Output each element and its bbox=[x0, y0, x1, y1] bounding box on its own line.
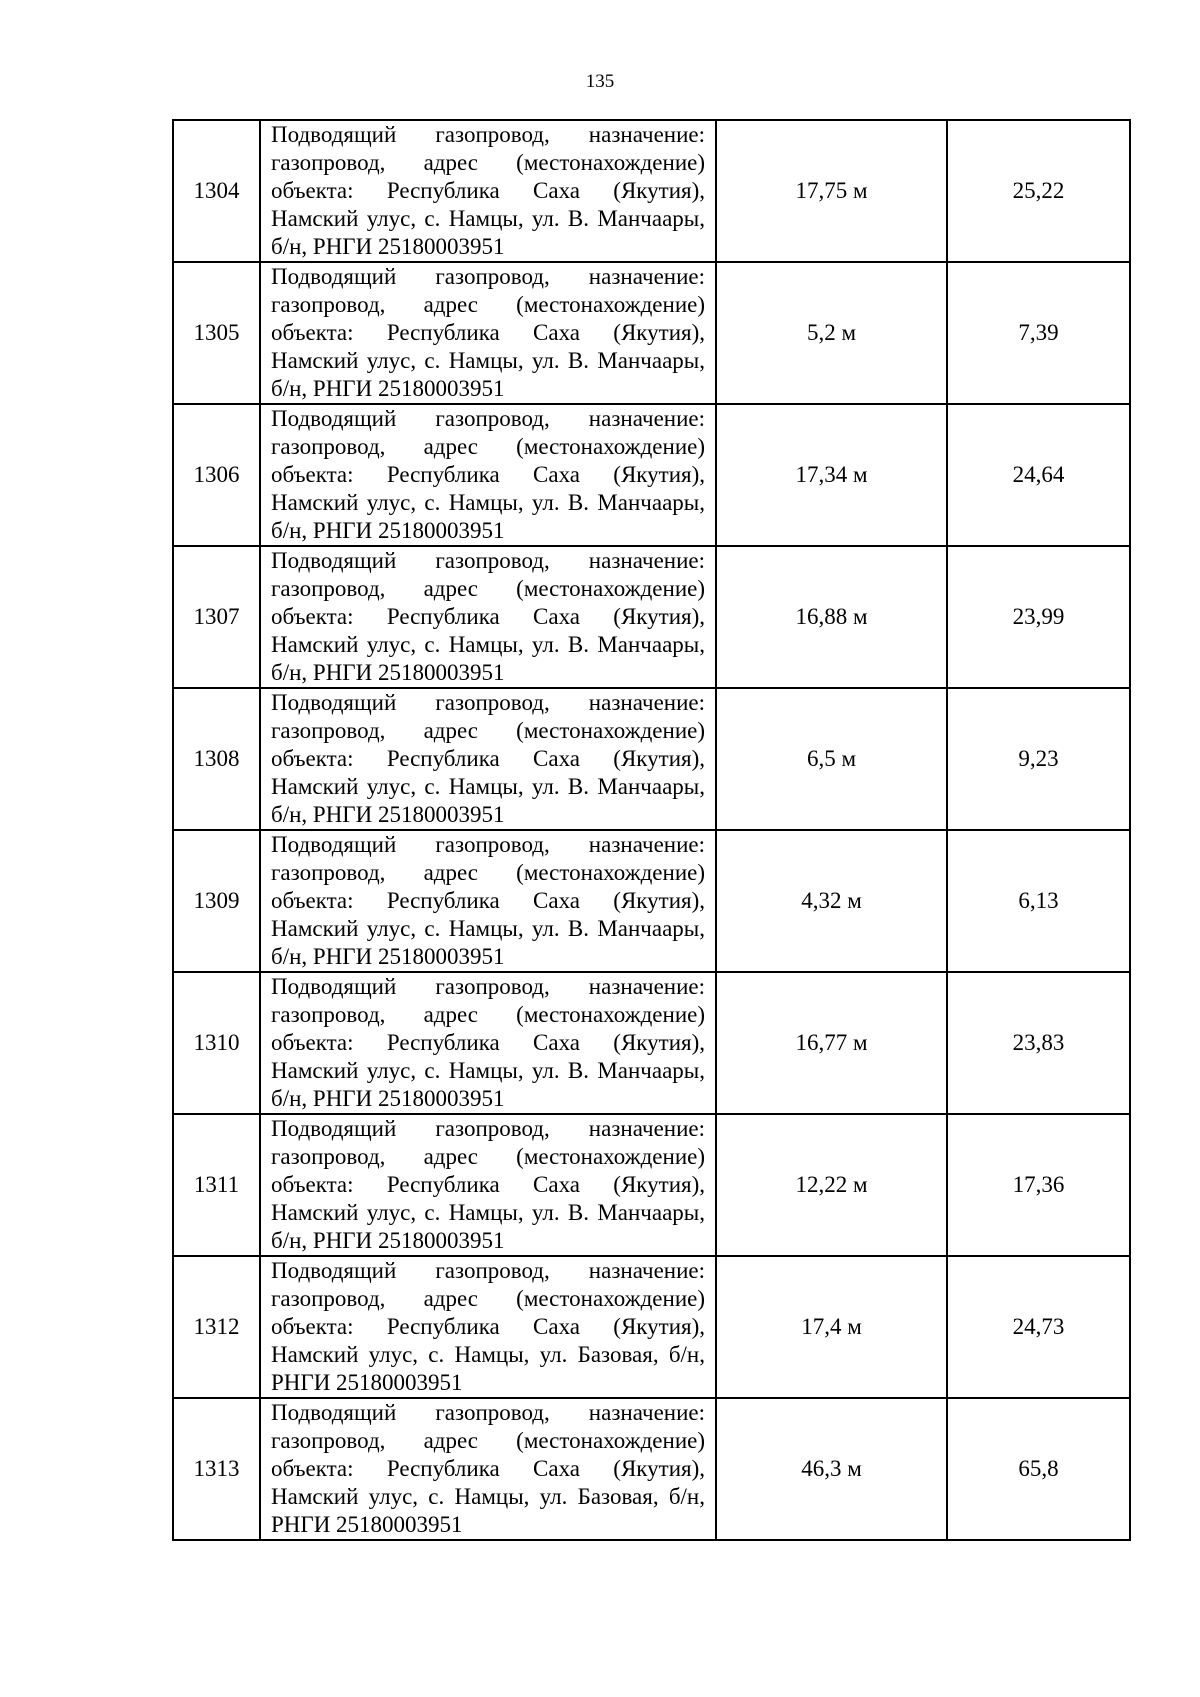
table-row bbox=[173, 546, 1130, 688]
description-text: Подводящий газопровод, назначение: газопровод, адрес (местонахождение) объекта: Республика Саха (Якутия), Намский улус, с. Намцы, ул. В. Манчаары, б/н, РНГИ 25180003951 bbox=[271, 264, 705, 401]
length-cell: 16,88 м bbox=[716, 546, 947, 688]
row-number-cell: 1304 bbox=[173, 120, 260, 262]
row-number-cell: 1308 bbox=[173, 688, 260, 830]
description-text: Подводящий газопровод, назначение: газопровод, адрес (местонахождение) объекта: Республика Саха (Якутия), Намский улус, с. Намцы, ул. В. Манчаары, б/н, РНГИ 25180003951 bbox=[271, 406, 705, 543]
row-number-cell: 1306 bbox=[173, 404, 260, 546]
value-cell: 17,36 bbox=[947, 1114, 1130, 1256]
description-cell bbox=[260, 972, 716, 1114]
table-row bbox=[173, 1114, 1130, 1256]
description-text: Подводящий газопровод, назначение: газопровод, адрес (местонахождение) объекта: Республика Саха (Якутия), Намский улус, с. Намцы, ул. Базовая, б/н, РНГИ 25180003951 bbox=[271, 1400, 705, 1537]
description-text: Подводящий газопровод, назначение: газопровод, адрес (местонахождение) объекта: Республика Саха (Якутия), Намский улус, с. Намцы, ул. В. Манчаары, б/н, РНГИ 25180003951 bbox=[271, 832, 705, 969]
description-text: Подводящий газопровод, назначение: газопровод, адрес (местонахождение) объекта: Республика Саха (Якутия), Намский улус, с. Намцы, ул. В. Манчаары, б/н, РНГИ 25180003951 bbox=[271, 122, 705, 259]
length-cell: 17,4 м bbox=[716, 1256, 947, 1398]
table-row bbox=[173, 120, 1130, 262]
value-cell: 23,83 bbox=[947, 972, 1130, 1114]
length-cell: 16,77 м bbox=[716, 972, 947, 1114]
table-row bbox=[173, 830, 1130, 972]
description-text: Подводящий газопровод, назначение: газопровод, адрес (местонахождение) объекта: Республика Саха (Якутия), Намский улус, с. Намцы, ул. В. Манчаары, б/н, РНГИ 25180003951 bbox=[271, 974, 705, 1111]
description-cell bbox=[260, 262, 716, 404]
table-row bbox=[173, 262, 1130, 404]
description-cell bbox=[260, 1398, 716, 1540]
row-number-cell: 1310 bbox=[173, 972, 260, 1114]
length-cell: 46,3 м bbox=[716, 1398, 947, 1540]
length-cell: 4,32 м bbox=[716, 830, 947, 972]
table-row bbox=[173, 1256, 1130, 1398]
description-text: Подводящий газопровод, назначение: газопровод, адрес (местонахождение) объекта: Республика Саха (Якутия), Намский улус, с. Намцы, ул. В. Манчаары, б/н, РНГИ 25180003951 bbox=[271, 690, 705, 827]
length-cell: 12,22 м bbox=[716, 1114, 947, 1256]
description-cell bbox=[260, 404, 716, 546]
property-table bbox=[172, 119, 1131, 1541]
row-number-cell: 1305 bbox=[173, 262, 260, 404]
length-cell: 6,5 м bbox=[716, 688, 947, 830]
length-cell: 17,34 м bbox=[716, 404, 947, 546]
table-row bbox=[173, 688, 1130, 830]
row-number-cell: 1307 bbox=[173, 546, 260, 688]
length-cell: 5,2 м bbox=[716, 262, 947, 404]
description-cell bbox=[260, 120, 716, 262]
length-cell: 17,75 м bbox=[716, 120, 947, 262]
row-number-cell: 1312 bbox=[173, 1256, 260, 1398]
value-cell: 25,22 bbox=[947, 120, 1130, 262]
description-text: Подводящий газопровод, назначение: газопровод, адрес (местонахождение) объекта: Республика Саха (Якутия), Намский улус, с. Намцы, ул. Базовая, б/н, РНГИ 25180003951 bbox=[271, 1258, 705, 1395]
value-cell: 24,73 bbox=[947, 1256, 1130, 1398]
table-row bbox=[173, 972, 1130, 1114]
page-number: 135 bbox=[585, 71, 615, 92]
table-row bbox=[173, 404, 1130, 546]
description-cell bbox=[260, 1256, 716, 1398]
description-cell bbox=[260, 688, 716, 830]
value-cell: 9,23 bbox=[947, 688, 1130, 830]
row-number-cell: 1311 bbox=[173, 1114, 260, 1256]
value-cell: 7,39 bbox=[947, 262, 1130, 404]
description-text: Подводящий газопровод, назначение: газопровод, адрес (местонахождение) объекта: Республика Саха (Якутия), Намский улус, с. Намцы, ул. В. Манчаары, б/н, РНГИ 25180003951 bbox=[271, 1116, 705, 1253]
description-cell bbox=[260, 546, 716, 688]
value-cell: 23,99 bbox=[947, 546, 1130, 688]
description-cell bbox=[260, 830, 716, 972]
property-table-body bbox=[173, 120, 1130, 1540]
row-number-cell: 1313 bbox=[173, 1398, 260, 1540]
value-cell: 65,8 bbox=[947, 1398, 1130, 1540]
description-text: Подводящий газопровод, назначение: газопровод, адрес (местонахождение) объекта: Республика Саха (Якутия), Намский улус, с. Намцы, ул. В. Манчаары, б/н, РНГИ 25180003951 bbox=[271, 548, 705, 685]
row-number-cell: 1309 bbox=[173, 830, 260, 972]
description-cell bbox=[260, 1114, 716, 1256]
table-row bbox=[173, 1398, 1130, 1540]
value-cell: 24,64 bbox=[947, 404, 1130, 546]
value-cell: 6,13 bbox=[947, 830, 1130, 972]
